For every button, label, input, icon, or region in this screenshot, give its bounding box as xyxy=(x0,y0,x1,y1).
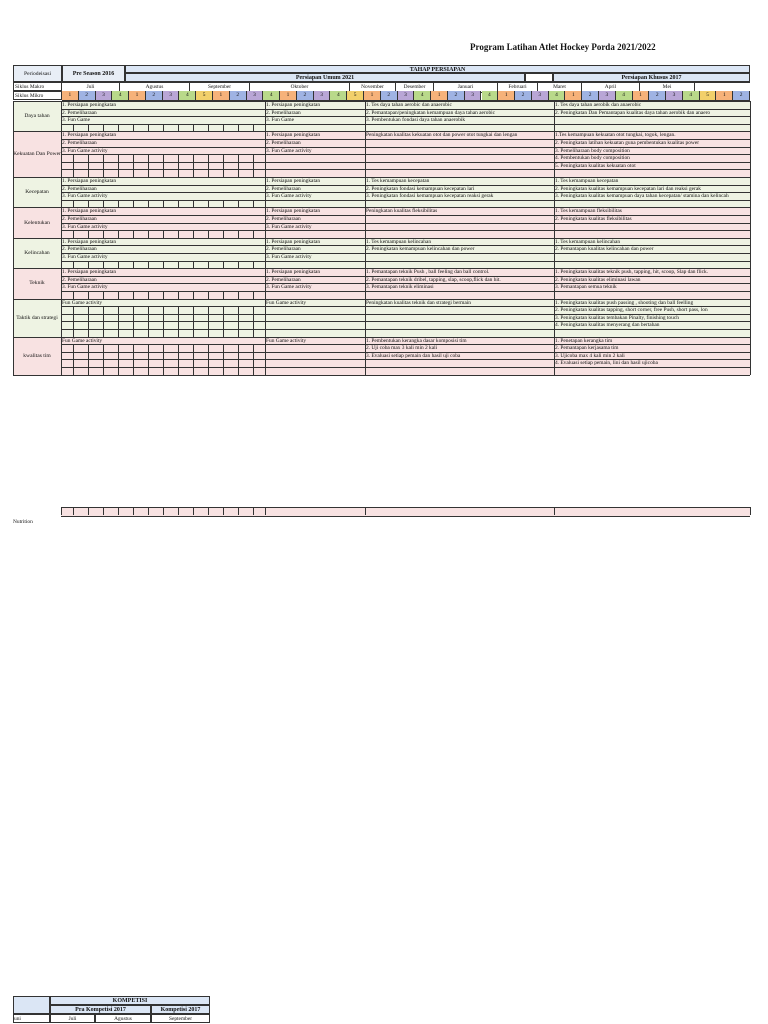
siklus-mikro-label: Siklus Mikro xyxy=(13,91,62,100)
plan-text: 1. Pemantapan teknik Push , ball feeling dan ball control. xyxy=(366,269,490,276)
week-cell: 1 xyxy=(431,91,448,100)
siklus-makro-label: Siklus Makro xyxy=(13,82,62,91)
section-daya-tahan xyxy=(13,101,750,131)
kompetisi-month: September xyxy=(151,1014,210,1023)
plan-text: 2. Uji coba max 3 kali min 2 kali xyxy=(366,345,438,352)
plan-text: 2. Pemeliharaan xyxy=(266,109,301,116)
plan-text: 2. Peningkatan kualitas kemampuan kecepatan lari dan reaksi gerak xyxy=(555,185,701,192)
week-cell: 4 xyxy=(482,91,499,100)
plan-text: 3. Fun Game activity xyxy=(266,147,312,154)
plan-text: 2. Pemeliharaan xyxy=(266,246,301,253)
plan-text: 1. Tes kemampuan kelincahan xyxy=(366,238,432,245)
plan-text: 1. Penetapan kerangka tim xyxy=(555,337,613,344)
tahap-persiapan-label: TAHAP PERSIAPAN xyxy=(125,65,750,73)
week-cell: 4 xyxy=(112,91,129,100)
plan-text: 2. Pemantapan teknik dribel, tapping, slap, scoop,flick dan hit. xyxy=(366,276,501,283)
schedule-header xyxy=(13,65,750,101)
plan-text: Peningkatan kualitas kekuatan otot dan power otot tungkai dan lengan xyxy=(366,132,518,139)
week-cell: 3 xyxy=(96,91,113,100)
persiapan-khusus-label: Persiapan Khusus 2017 xyxy=(553,73,750,82)
week-cell: 3 xyxy=(314,91,331,100)
plan-text: 2. Pemeliharaan xyxy=(266,185,301,192)
plan-text: 4. Peningkatan kualitas menyerang dan bertahan xyxy=(555,322,660,329)
month-cell: Januari xyxy=(434,83,498,92)
plan-text: 2. Pemeliharaan xyxy=(62,246,97,253)
plan-text: Peningkatan kualitas fleksibilitas xyxy=(366,208,438,215)
section-taktik-dan-strategi xyxy=(13,299,750,337)
month-cell: Agustus xyxy=(120,83,190,92)
week-cell: 5 xyxy=(347,91,364,100)
plan-text: 2. Pemeliharaan xyxy=(62,215,97,222)
kompetisi-2017-label: Kompetisi 2017 xyxy=(151,1005,210,1014)
week-cell: 4 xyxy=(263,91,280,100)
week-cell: 2 xyxy=(381,91,398,100)
week-cell: 5 xyxy=(700,91,717,100)
plan-text: 3. Fun Game activity xyxy=(266,284,312,291)
plan-text: 1. Tes kemampuan fleksibilitas xyxy=(555,208,622,215)
plan-text: 3. Fun Game activity xyxy=(62,284,108,291)
plan-text: 2. Pemeliharaan xyxy=(62,276,97,283)
plan-text: 3. Pemantapan teknik eliminasi xyxy=(366,284,434,291)
plan-text: Fun Game activity xyxy=(62,299,103,306)
section-label: Kelentukan xyxy=(24,219,50,226)
plan-text: 5. Peningkatan kualitas kekuatan otot xyxy=(555,162,636,169)
plan-text: 1. Tes kemampuan kecepatan xyxy=(555,178,619,184)
plan-text: 2. Pemantapan kualitas kelincahan dan power xyxy=(555,246,654,253)
plan-text: 3. Fun Game activity xyxy=(62,223,108,230)
week-cell: 2 xyxy=(582,91,599,100)
pra-kompetisi-label: Pra Kompetisi 2017 xyxy=(50,1005,151,1014)
plan-text: 3. Fun Game xyxy=(266,117,294,124)
plan-text: 1. Persiapan peningkatan xyxy=(62,178,117,184)
week-cell: 2 xyxy=(515,91,532,100)
week-cell: 2 xyxy=(79,91,96,100)
plan-text: 2. Pemantapan kerjasama tim xyxy=(555,345,619,352)
plan-text: 3. Peningkatan kualitas tembakan Pinalty, finishing touch xyxy=(555,314,679,321)
plan-text: 3. Fun Game activity xyxy=(62,253,108,260)
plan-text: 1. Tes kemampuan kelincahan xyxy=(555,238,621,245)
plan-text: 3. Peningkatan kualitas kemampuan daya tahan kecepatan/ stamina dan kelincah xyxy=(555,193,729,200)
plan-text: 3. Fun Game activity xyxy=(266,193,312,200)
plan-text: 3. Fun Game activity xyxy=(62,193,108,200)
plan-text: 2. Pemeliharaan xyxy=(266,139,301,146)
week-cell: 2 xyxy=(448,91,465,100)
plan-text: 2. Peningkatan kemampuan kelincahan dan power xyxy=(366,246,475,253)
plan-text: 1. Persiapan peningkatan xyxy=(266,178,321,184)
week-cell: 2 xyxy=(146,91,163,100)
kompetisi-month: Juli xyxy=(50,1014,95,1023)
plan-text: 2. Pemeliharaan xyxy=(62,185,97,192)
week-cell: 1 xyxy=(498,91,515,100)
empty-row-grid xyxy=(61,507,750,515)
section-label: Kekuatan Dan Power xyxy=(13,151,61,158)
plan-text: 1. Persiapan peningkatan xyxy=(266,269,321,276)
week-cell: 4 xyxy=(616,91,633,100)
week-cell: 1 xyxy=(633,91,650,100)
section-label: kwalitas tim xyxy=(23,352,51,359)
plan-text: 1. Persiapan peningkatan xyxy=(62,238,117,245)
plan-text: 3. Fun Game activity xyxy=(62,147,108,154)
week-cell: 4 xyxy=(330,91,347,100)
plan-text: Fun Game activity xyxy=(266,337,307,344)
plan-text: 2. Peningkatan kualitas fleksibilitas xyxy=(555,215,632,222)
month-cell: September xyxy=(190,83,250,92)
plan-text: 1. Peningkatan kualitas teknik push, tapping, hit, scoop, Slap dan flick. xyxy=(555,269,709,276)
week-cell: 2 xyxy=(230,91,247,100)
plan-text: 2. Peningkatan kualitas tapping, short corner, free Push, short pass, lon xyxy=(555,307,708,314)
plan-text: 2. Peningkatan latihan kekuatan guna pembentukan kualitas power xyxy=(555,139,700,146)
section-label: Taktik dan strategi xyxy=(16,314,58,321)
plan-text: 1. Persiapan peningkatan xyxy=(266,208,321,215)
plan-text: 1. Persiapan peningkatan xyxy=(266,238,321,245)
plan-text: 3. Fun Game activity xyxy=(266,253,312,260)
plan-text: 2. Pemeliharaan xyxy=(62,139,97,146)
section-kecepatan xyxy=(13,177,750,207)
plan-text: 2. Pemeliharaan xyxy=(62,109,97,116)
plan-text: 4. Evaluasi setiap pemain, lini dan hasil ujicoba xyxy=(555,360,658,367)
header-gap-cells xyxy=(525,73,553,82)
week-cell: 1 xyxy=(62,91,79,100)
section-kwalitas-tim xyxy=(13,337,750,375)
week-cell: 3 xyxy=(599,91,616,100)
plan-text: 3. Fun Game xyxy=(62,117,90,124)
week-cell: 2 xyxy=(649,91,666,100)
week-cell: 3 xyxy=(247,91,264,100)
kompetisi-title: KOMPETISI xyxy=(50,996,210,1005)
plan-text: 2. Peningkatan fondasi kemampuan kecepatan lari xyxy=(366,185,475,192)
plan-text: Peningkatan kualitas teknik dan strategi bermain xyxy=(366,299,471,306)
section-label: Kelincahan xyxy=(24,249,50,256)
month-cell: Desember xyxy=(396,83,434,92)
section-label: Daya tahan xyxy=(24,113,50,120)
week-cell: 5 xyxy=(196,91,213,100)
plan-text: 4. Pembentukan body composition xyxy=(555,155,630,162)
plan-text: 3. Evaluasi setiap pemain dan hasil uji coba xyxy=(366,352,461,359)
plan-text: Fun Game activity xyxy=(266,299,307,306)
plan-text: 1. Tes daya tahan aerobic dan anaerobic xyxy=(366,102,452,108)
section-kelentukan xyxy=(13,207,750,237)
month-cell: Mei xyxy=(640,83,695,92)
month-cell: April xyxy=(582,83,640,92)
plan-text: 3. Ujicoba max 4 kali min 2 kali xyxy=(555,352,625,359)
week-cell: 3 xyxy=(398,91,415,100)
plan-text: 3. Pemantapan semua teknik xyxy=(555,284,617,291)
week-cell: 1 xyxy=(129,91,146,100)
week-cell: 3 xyxy=(465,91,482,100)
week-cell: 4 xyxy=(549,91,566,100)
week-cell: 1 xyxy=(565,91,582,100)
week-cell: 4 xyxy=(683,91,700,100)
week-cell: 4 xyxy=(414,91,431,100)
kompetisi-corner xyxy=(13,996,50,1014)
plan-text: 1. Peningkatan kualitas push passing , shooting dan ball feelling xyxy=(555,299,694,306)
plan-text: 1. Persiapan peningkatan xyxy=(62,102,117,108)
week-cell: 3 xyxy=(163,91,180,100)
week-cell: 3 xyxy=(666,91,683,100)
section-kekuatan-dan-power xyxy=(13,131,750,177)
plan-text: 2. Peningkatan Dan Pemantapan kualitas daya tahan aerobik dan anaero xyxy=(555,109,711,116)
plan-text: 2. Pemantapan/peningkatan kemampuan daya tahan aerobic xyxy=(366,109,496,116)
week-cell: 2 xyxy=(297,91,314,100)
month-cell: Oktober xyxy=(250,83,350,92)
nutrition-label: Nutrition xyxy=(13,519,33,525)
month-cell: Februari xyxy=(498,83,538,92)
month-cell: Maret xyxy=(538,83,582,92)
plan-text: 1. Pembentukan kerangka dasar komposisi tim xyxy=(366,337,467,344)
week-row xyxy=(62,91,750,101)
plan-text: 3. Pembentukan fondasi daya tahan anaerobik xyxy=(366,117,466,124)
plan-text: 3. Peningkatan fondasi kemampuan kecepatan reaksi gerak xyxy=(366,193,494,200)
plan-text: 1.Tes kemampuan kekuatan otot tungkai, togok, lengan. xyxy=(555,132,676,139)
plan-text: Fun Game activity xyxy=(62,337,103,344)
section-label: Kecepatan xyxy=(25,189,49,196)
plan-text: 2. Peningkatan kualitas eliminasi lawan xyxy=(555,276,641,283)
page-title: Program Latihan Atlet Hockey Porda 2021/2022 xyxy=(470,42,656,52)
plan-text: 3. Fun Game activity xyxy=(266,223,312,230)
week-cell: 3 xyxy=(532,91,549,100)
week-cell: 1 xyxy=(716,91,733,100)
section-teknik xyxy=(13,268,750,298)
plan-text: 1. Persiapan peningkatan xyxy=(62,132,117,139)
week-cell: 1 xyxy=(213,91,230,100)
kompetisi-uni-label: uni xyxy=(13,1014,50,1023)
plan-text: 1. Tes daya tahan aerobik dan anaerobic xyxy=(555,102,642,108)
plan-text: 2. Pemeliharaan xyxy=(266,276,301,283)
month-cell: Juli xyxy=(62,83,120,92)
section-kelincahan xyxy=(13,238,750,268)
plan-text: 3. Pemeliharaan body composition xyxy=(555,147,630,154)
week-cell: 4 xyxy=(179,91,196,100)
kompetisi-table xyxy=(13,996,210,1024)
week-cell: 2 xyxy=(733,91,750,100)
section-label: Teknik xyxy=(29,280,45,287)
plan-text: 1. Tes kemampuan kecepatan xyxy=(366,178,430,184)
month-cell: November xyxy=(350,83,396,92)
plan-text: 1. Persiapan peningkatan xyxy=(62,269,117,276)
persiapan-umum-label: Persiapan Umum 2021 xyxy=(125,73,525,82)
plan-text: 2. Pemeliharaan xyxy=(266,215,301,222)
plan-text: 1. Persiapan peningkatan xyxy=(266,102,321,108)
periodisasi-label: Periodeisasi xyxy=(13,65,62,82)
week-cell: 1 xyxy=(364,91,381,100)
kompetisi-month: Agustus xyxy=(95,1014,151,1023)
plan-text: 1. Persiapan peningkatan xyxy=(62,208,117,215)
plan-text: 1. Persiapan peningkatan xyxy=(266,132,321,139)
preseason-label: Pre Season 2016 xyxy=(62,65,125,82)
week-cell: 1 xyxy=(280,91,297,100)
